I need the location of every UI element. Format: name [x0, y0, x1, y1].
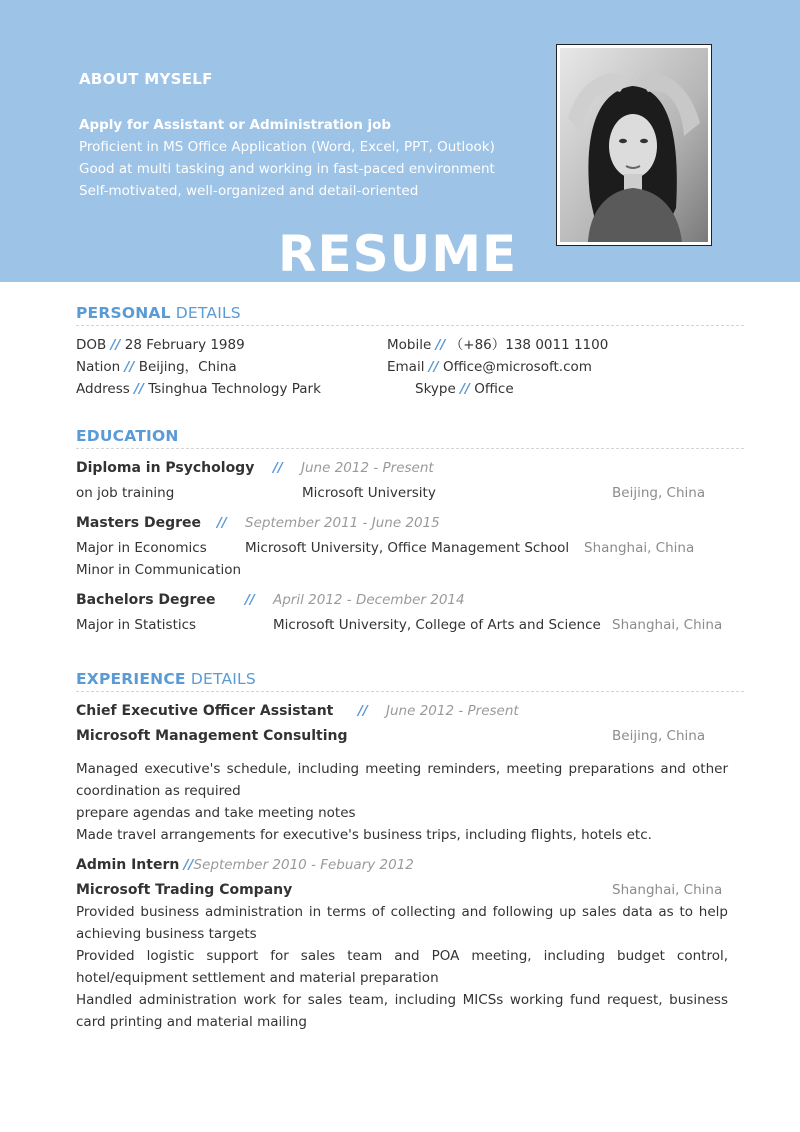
education-location: Shanghai, China	[584, 540, 695, 556]
about-title: ABOUT MYSELF	[79, 70, 213, 88]
experience-section-title: EXPERIENCE DETAILS	[76, 670, 256, 688]
experience-date: September 2010 - Febuary 2012	[193, 857, 414, 873]
about-line: Good at multi tasking and working in fast-paced environment	[79, 161, 495, 177]
header-banner	[0, 0, 800, 282]
separator: //	[273, 460, 283, 476]
experience-role: Chief Executive Officer Assistant	[76, 703, 334, 719]
section-divider	[76, 325, 744, 326]
resume-title: RESUME	[278, 225, 518, 283]
profile-photo-frame	[556, 44, 712, 246]
profile-photo	[560, 48, 708, 242]
experience-bullet: Managed executive's schedule, including meeting reminders, meeting preparations and other coordination as required	[76, 761, 728, 799]
separator: //	[245, 592, 255, 608]
about-lines	[79, 114, 495, 202]
experience-company: Microsoft Management Consulting	[76, 728, 348, 744]
experience-location: Shanghai, China	[612, 882, 723, 898]
address-row: Address // Tsinghua Technology Park	[76, 381, 321, 397]
experience-company: Microsoft Trading Company	[76, 882, 293, 898]
experience-bullet: prepare agendas and take meeting notes	[76, 805, 356, 821]
education-location: Shanghai, China	[612, 617, 723, 633]
education-degree: Diploma in Psychology	[76, 460, 255, 476]
education-date: September 2011 - June 2015	[245, 515, 440, 531]
separator: //	[358, 703, 368, 719]
education-major: on job training	[76, 485, 175, 501]
education-school: Microsoft University, Office Management School	[245, 540, 570, 556]
section-divider	[76, 691, 744, 692]
section-divider	[76, 448, 744, 449]
about-line: Apply for Assistant or Administration job	[79, 117, 392, 133]
personal-section-title: PERSONAL DETAILS	[76, 304, 241, 322]
education-location: Beijing, China	[612, 485, 706, 501]
experience-role-line: Admin Intern //September 2010 - Febuary 2012	[76, 857, 414, 873]
education-section-title: EDUCATION	[76, 427, 179, 445]
education-major: Major in Statistics	[76, 617, 197, 633]
about-line: Proficient in MS Office Application (Word, Excel, PPT, Outlook)	[79, 139, 495, 155]
mobile-row: Mobile // （+86）138 0011 1100	[387, 337, 609, 353]
separator: //	[217, 515, 227, 531]
education-school: Microsoft University	[302, 485, 436, 501]
education-school: Microsoft University, College of Arts and Science	[273, 617, 601, 633]
dob-row: DOB // 28 February 1989	[76, 337, 245, 353]
education-minor: Minor in Communication	[76, 562, 242, 578]
portrait-image	[560, 48, 708, 242]
education-date: June 2012 - Present	[301, 460, 434, 476]
experience-role: Admin Intern	[76, 857, 180, 873]
email-row: Email // Office@microsoft.com	[387, 359, 592, 375]
experience-bullet: Provided logistic support for sales team and POA meeting, including budget control, hotel/equipment settlement and material preparation	[76, 948, 728, 986]
experience-bullet: Made travel arrangements for executive's business trips, including flights, hotels etc.	[76, 827, 652, 843]
experience-bullet: Provided business administration in terms of collecting and following up sales data as to help achieving business targets	[76, 904, 728, 942]
about-line: Self-motivated, well-organized and detail-oriented	[79, 183, 419, 199]
education-degree: Masters Degree	[76, 515, 202, 531]
education-degree: Bachelors Degree	[76, 592, 216, 608]
skype-row: Skype // Office	[415, 381, 514, 397]
experience-date: June 2012 - Present	[386, 703, 519, 719]
experience-location: Beijing, China	[612, 728, 706, 744]
experience-bullet: Handled administration work for sales team, including MICSs working fund request, business card printing and material mailing	[76, 992, 728, 1030]
email-link[interactable]: Office@microsoft.com	[442, 359, 592, 375]
nation-row: Nation // Beijing，China	[76, 359, 237, 375]
education-date: April 2012 - December 2014	[273, 592, 465, 608]
education-major: Major in Economics	[76, 540, 207, 556]
